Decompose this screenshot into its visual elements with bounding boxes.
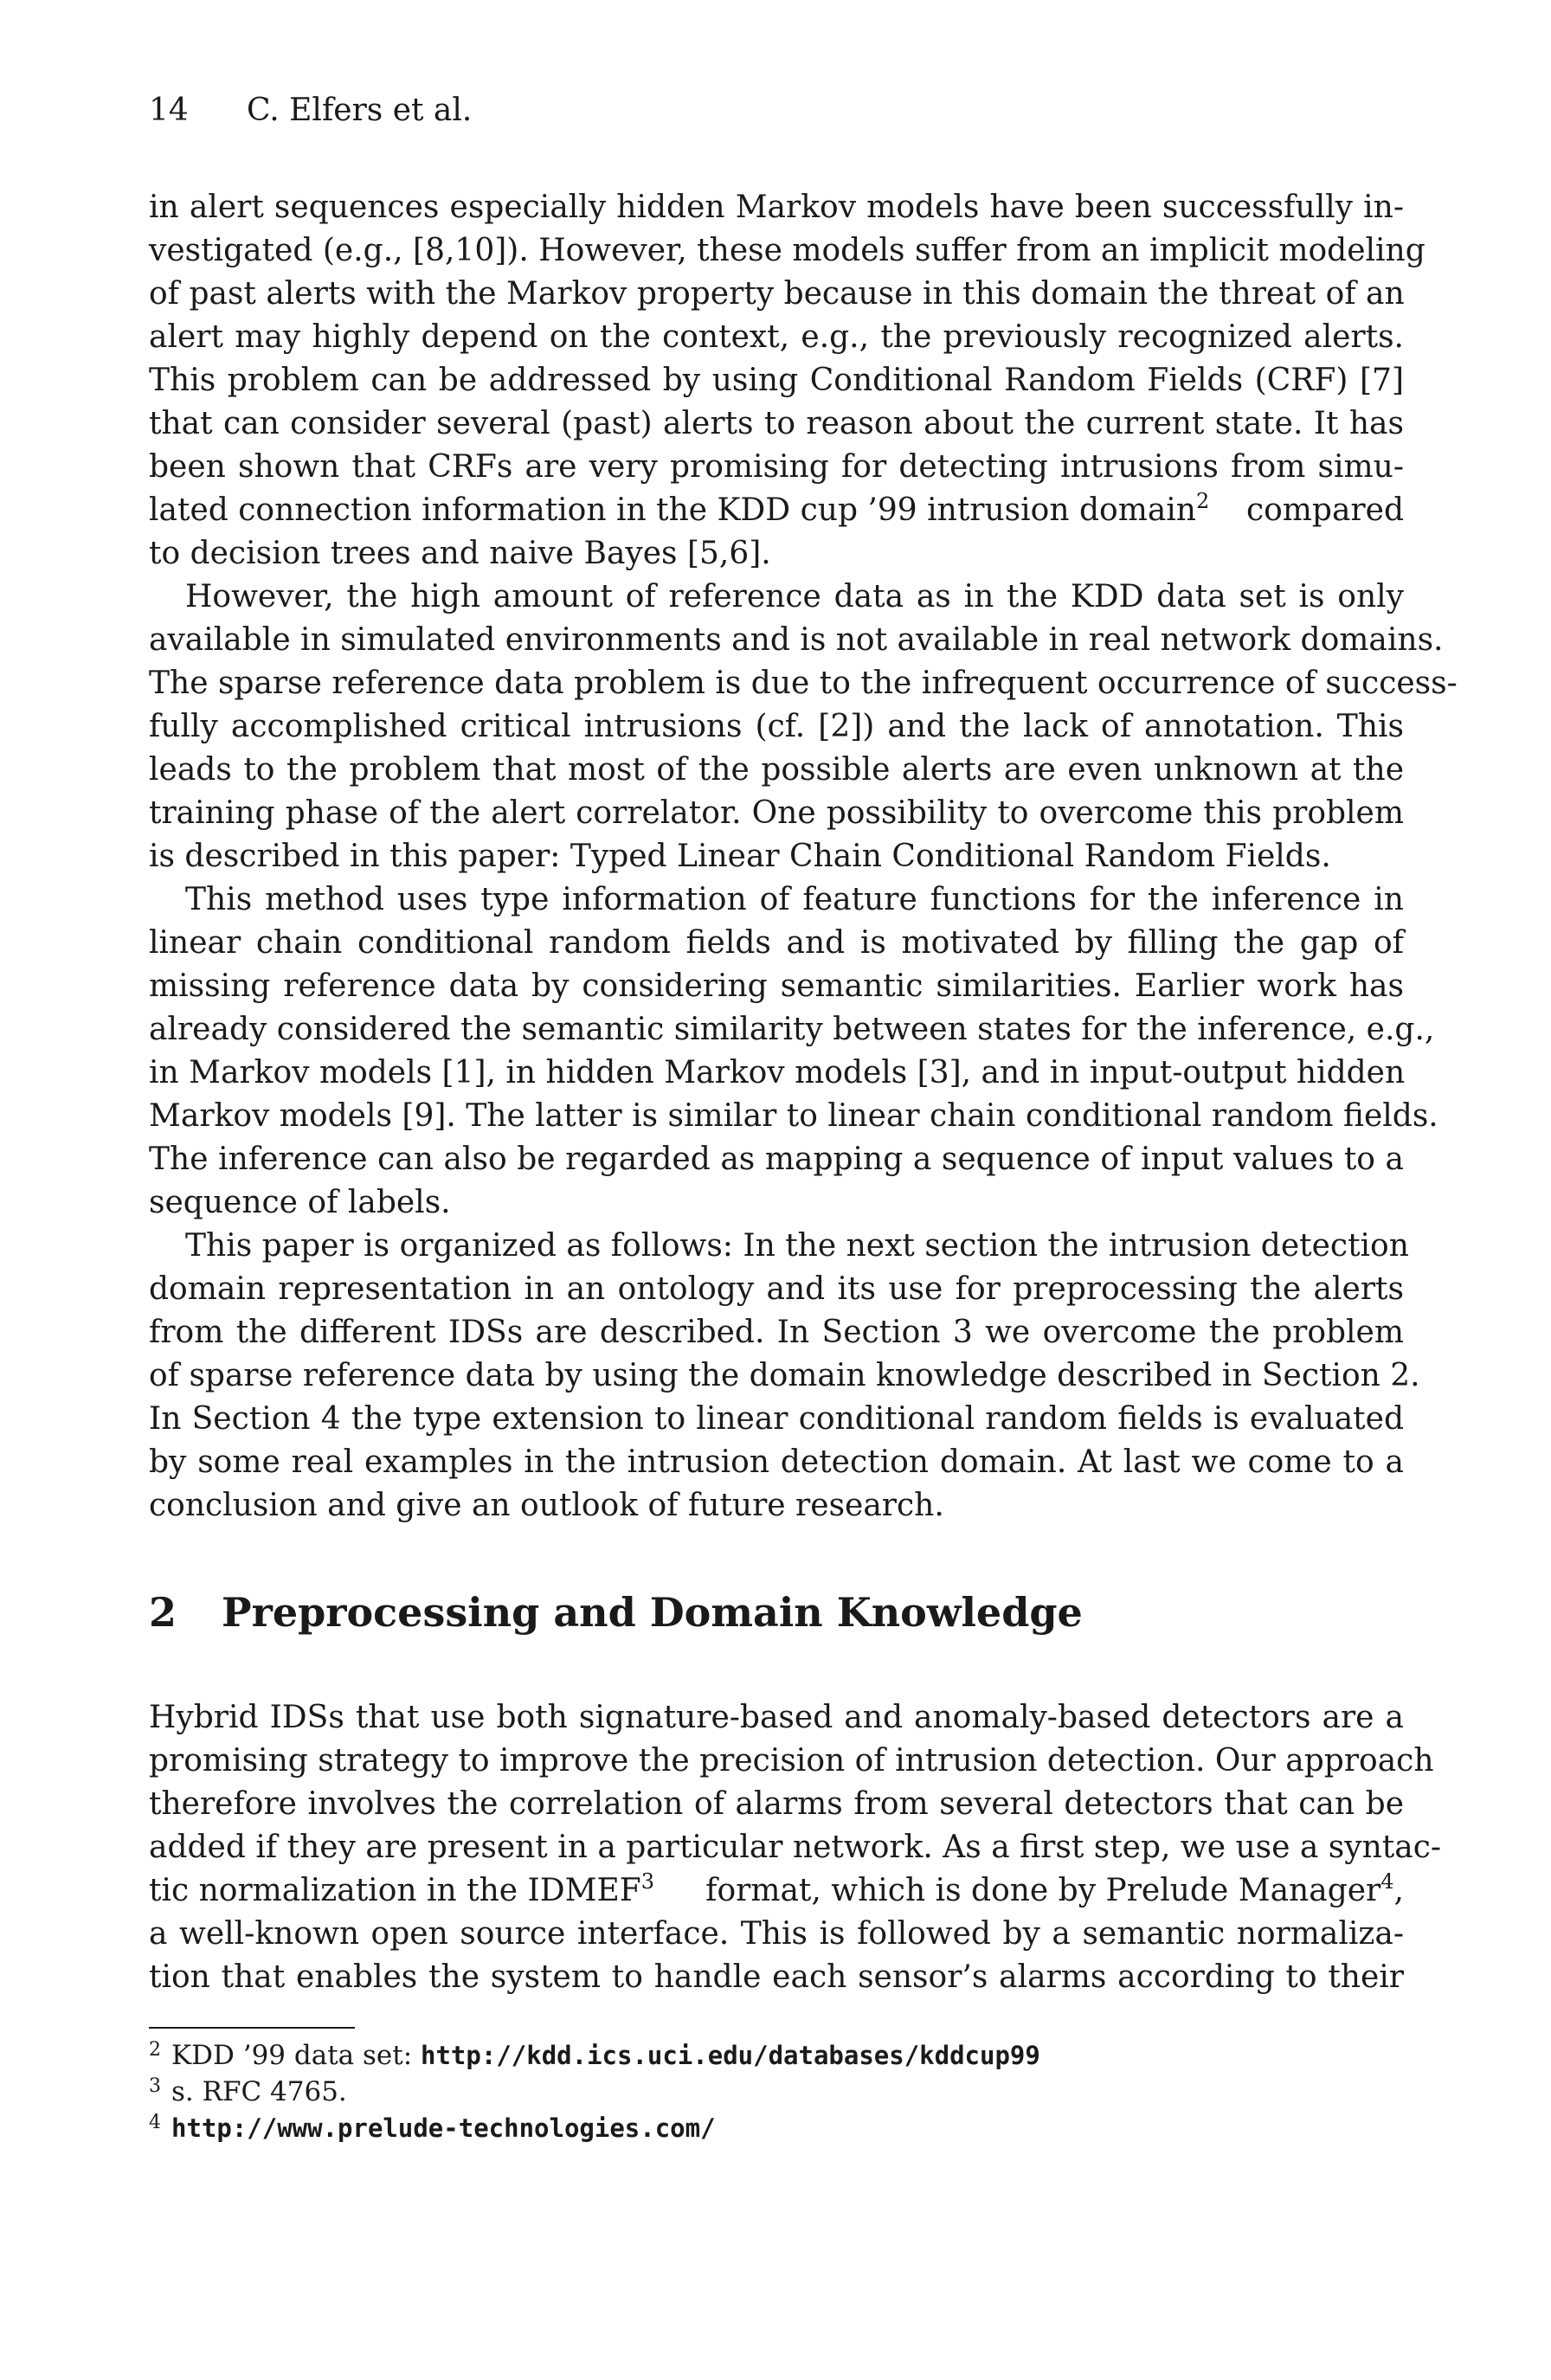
text-line: available in simulated environments and is not available in real network domains. [149, 622, 1444, 658]
text-line: in alert sequences especially hidden Markov models have been successfully in- [149, 190, 1404, 225]
section-number: 2 [149, 1589, 177, 1636]
text-line: conclusion and give an outlook of future research. [149, 1488, 944, 1523]
text-line: training phase of the alert correlator. One possibility to overcome this problem [149, 795, 1404, 831]
text-line: sequence of labels. [149, 1185, 451, 1220]
text-line: alert may highly depend on the context, e.g., the previously recognized alerts. [149, 319, 1404, 355]
text-line: therefore involves the correlation of alarms from several detectors that can be [149, 1786, 1404, 1822]
text-line: leads to the problem that most of the possible alerts are even unknown at the [149, 752, 1404, 788]
text-line: of past alerts with the Markov property because in this domain the threat of an [149, 276, 1405, 312]
text-line: that can consider several (past) alerts to reason about the current state. It has [149, 406, 1404, 441]
footnote-text: s. RFC 4765. [171, 2076, 347, 2107]
text-fragment: , [1393, 1873, 1404, 1908]
text-line: Markov models [9]. The latter is similar to linear chain conditional random fields. [149, 1098, 1438, 1134]
text-line: already considered the semantic similarity between states for the inference, e.g., [149, 1012, 1435, 1047]
footnotes [149, 2037, 1040, 2146]
footnote-3: 3 s. RFC 4765. [149, 2075, 347, 2107]
text-line: The inference can also be regarded as mapping a sequence of input values to a [149, 1142, 1404, 1177]
text-line: However, the high amount of reference data as in the KDD data set is only [185, 579, 1404, 614]
text-line: This method uses type information of feature functions for the inference in [185, 882, 1404, 917]
text-line: to decision trees and naive Bayes [5,6]. [149, 536, 771, 571]
text-line: Hybrid IDSs that use both signature-based and anomaly-based detectors are a [149, 1700, 1404, 1735]
paragraph-hybrid-ids [149, 1696, 1442, 1999]
running-head-authors: C. Elfers et al. [247, 93, 473, 128]
text-line: vestigated (e.g., [8,10]). However, these models suffer from an implicit modeling [149, 233, 1426, 268]
text-line-with-footnote [149, 489, 1404, 532]
footnote-2: 2 KDD ’99 data set: http://kdd.ics.uci.edu/databases/kddcup99 [149, 2039, 1040, 2071]
text-line: added if they are present in a particular network. As a first step, we use a syntac- [149, 1830, 1442, 1865]
text-line: a well-known open source interface. This is followed by a semantic normaliza- [149, 1916, 1404, 1952]
text-line: by some real examples in the intrusion detection domain. At last we come to a [149, 1444, 1404, 1480]
text-line: fully accomplished critical intrusions (cf. [2]) and the lack of annotation. This [149, 709, 1404, 744]
text-line: missing reference data by considering semantic similarities. Earlier work has [149, 968, 1404, 1004]
footnote-link[interactable]: http://www.prelude-technologies.com/ [171, 2113, 716, 2143]
paragraph-sparse-data [149, 576, 1458, 878]
footnote-ref[interactable]: 2 [1196, 489, 1210, 513]
paragraph-intro-crf [149, 186, 1426, 576]
text-line: is described in this paper: Typed Linear Chain Conditional Random Fields. [149, 839, 1331, 874]
text-line: This problem can be addressed by using Conditional Random Fields (CRF) [7] [149, 363, 1404, 398]
text-line: linear chain conditional random fields and is motivated by filling the gap of [149, 925, 1404, 961]
text-line: been shown that CRFs are very promising for detecting intrusions from simu- [149, 449, 1404, 485]
text-fragment: format, which is done by Prelude Manager [705, 1873, 1381, 1908]
text-line: promising strategy to improve the precision of intrusion detection. Our approach [149, 1743, 1434, 1779]
text-line: In Section 4 the type extension to linear conditional random fields is evaluated [149, 1401, 1404, 1437]
footnote-ref[interactable]: 3 [640, 1869, 655, 1894]
footnote-4: 4 http://www.prelude-technologies.com/ [149, 2112, 716, 2143]
running-head [149, 90, 472, 132]
text-fragment: tic normalization in the IDMEF [149, 1873, 641, 1908]
section-title: Preprocessing and Domain Knowledge [222, 1589, 1083, 1636]
text-line: The sparse reference data problem is due to the infrequent occurrence of success- [149, 666, 1458, 701]
text-line: tion that enables the system to handle each sensor’s alarms according to their [149, 1959, 1404, 1995]
section-heading [149, 1586, 1083, 1638]
footnote-text: KDD ’99 data set: [171, 2040, 422, 2071]
paragraph-method [149, 878, 1438, 1225]
text-line-with-footnotes [149, 1869, 1404, 1913]
paragraph-organization [149, 1225, 1420, 1528]
footnote-divider [149, 2027, 355, 2029]
text-line: This paper is organized as follows: In the next section the intrusion detection [185, 1228, 1409, 1264]
footnote-ref[interactable]: 4 [1380, 1869, 1394, 1894]
page-number: 14 [149, 93, 189, 128]
text-line: of sparse reference data by using the domain knowledge described in Section 2. [149, 1358, 1420, 1393]
text-fragment: compared [1245, 492, 1404, 528]
text-line: from the different IDSs are described. In Section 3 we overcome the problem [149, 1315, 1404, 1350]
footnote-link[interactable]: http://kdd.ics.uci.edu/databases/kddcup99 [421, 2041, 1040, 2070]
text-fragment: lated connection information in the KDD cup ’99 intrusion domain [149, 492, 1196, 528]
text-line: in Markov models [1], in hidden Markov models [3], and in input-output hidden [149, 1055, 1406, 1090]
text-line: domain representation in an ontology and its use for preprocessing the alerts [149, 1271, 1404, 1307]
